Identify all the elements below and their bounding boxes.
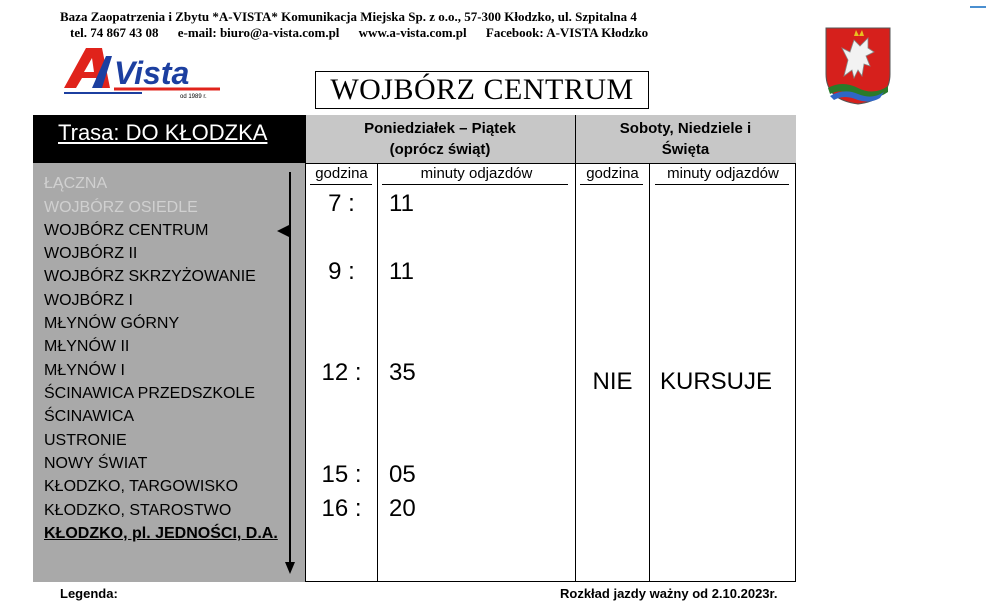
stop-item-terminus: KŁODZKO, pl. JEDNOŚCI, D.A.	[44, 525, 278, 542]
divider	[382, 184, 568, 185]
stop-item: MŁYNÓW I	[44, 362, 125, 379]
stop-item: WOJBÓRZ II	[44, 245, 138, 262]
departure-minutes: 05	[389, 461, 416, 488]
stop-item: NOWY ŚWIAT	[44, 455, 148, 472]
weekend-hour-note: NIE	[592, 368, 633, 395]
legend-label: Legenda:	[60, 586, 118, 601]
stop-item: WOJBÓRZ OSIEDLE	[44, 199, 198, 216]
website: www.a-vista.com.pl	[358, 25, 467, 40]
stop-item: ŁĄCZNA	[44, 175, 108, 192]
stop-item: KŁODZKO, STAROSTWO	[44, 502, 232, 519]
logo-since: od 1989 r.	[180, 94, 207, 100]
departure-hour: 7 :	[328, 190, 355, 217]
departure-hour: 12 :	[321, 359, 362, 386]
stop-item: ŚCINAWICA	[44, 408, 135, 425]
departure-hour: 9 :	[328, 258, 355, 285]
stop-item: MŁYNÓW II	[44, 338, 130, 355]
route-label: Trasa: DO KŁODZKA	[58, 120, 268, 145]
departure-minutes: 20	[389, 495, 416, 522]
divider	[310, 184, 372, 185]
weekend-minutes-note: KURSUJE	[660, 368, 773, 395]
departure-minutes: 35	[389, 359, 416, 386]
stop-item: USTRONIE	[44, 432, 127, 449]
company-contacts	[70, 25, 664, 41]
current-stop-marker-icon	[276, 224, 290, 238]
stop-item: MŁYNÓW GÓRNY	[44, 315, 180, 332]
stop-item-current: WOJBÓRZ CENTRUM	[44, 222, 209, 239]
divider	[305, 163, 796, 164]
divider	[649, 163, 650, 582]
divider	[575, 115, 576, 582]
a-vista-logo	[62, 44, 227, 100]
weekend-col-minutes: minuty odjazdów	[667, 165, 779, 182]
weekend-title: Soboty, Niedziele i	[619, 120, 752, 137]
stop-item: ŚCINAWICA PRZEDSZKOLE	[44, 385, 255, 402]
weekend-header	[575, 115, 796, 163]
email: e-mail: biuro@a-vista.com.pl	[177, 25, 340, 40]
weekday-col-hour: godzina	[315, 165, 368, 182]
coat-of-arms-icon	[824, 26, 892, 106]
company-address: Baza Zaopatrzenia i Zbytu *A-VISTA* Komunikacja Miejska Sp. z o.o., 57-300 Kłodzko, ul. Szpitalna 4	[60, 9, 637, 24]
weekday-title: Poniedziałek – Piątek	[364, 120, 516, 137]
weekday-subtitle: (oprócz świąt)	[389, 141, 491, 158]
divider	[655, 184, 789, 185]
weekend-subtitle: Święta	[661, 141, 710, 158]
weekend-col-hour: godzina	[586, 165, 639, 182]
stop-item: KŁODZKO, TARGOWISKO	[44, 478, 239, 495]
valid-from-note: Rozkład jazdy ważny od 2.10.2023r.	[560, 586, 778, 601]
phone: tel. 74 867 43 08	[70, 25, 159, 40]
divider	[580, 184, 643, 185]
departure-minutes: 11	[389, 258, 414, 285]
departure-hour: 15 :	[321, 461, 362, 488]
departure-hour: 16 :	[321, 495, 362, 522]
top-accent-line	[970, 6, 986, 8]
weekday-header	[305, 115, 575, 163]
departure-minutes: 11	[389, 190, 414, 217]
stop-name-title: WOJBÓRZ CENTRUM	[315, 71, 649, 109]
stop-item: WOJBÓRZ I	[44, 292, 133, 309]
weekday-col-minutes: minuty odjazdów	[420, 165, 533, 182]
stop-item: WOJBÓRZ SKRZYŻOWANIE	[44, 268, 256, 285]
divider	[377, 163, 378, 582]
svg-text:Vista: Vista	[114, 55, 190, 91]
route-header	[33, 115, 305, 163]
facebook: Facebook: A-VISTA Kłodzko	[485, 25, 649, 40]
